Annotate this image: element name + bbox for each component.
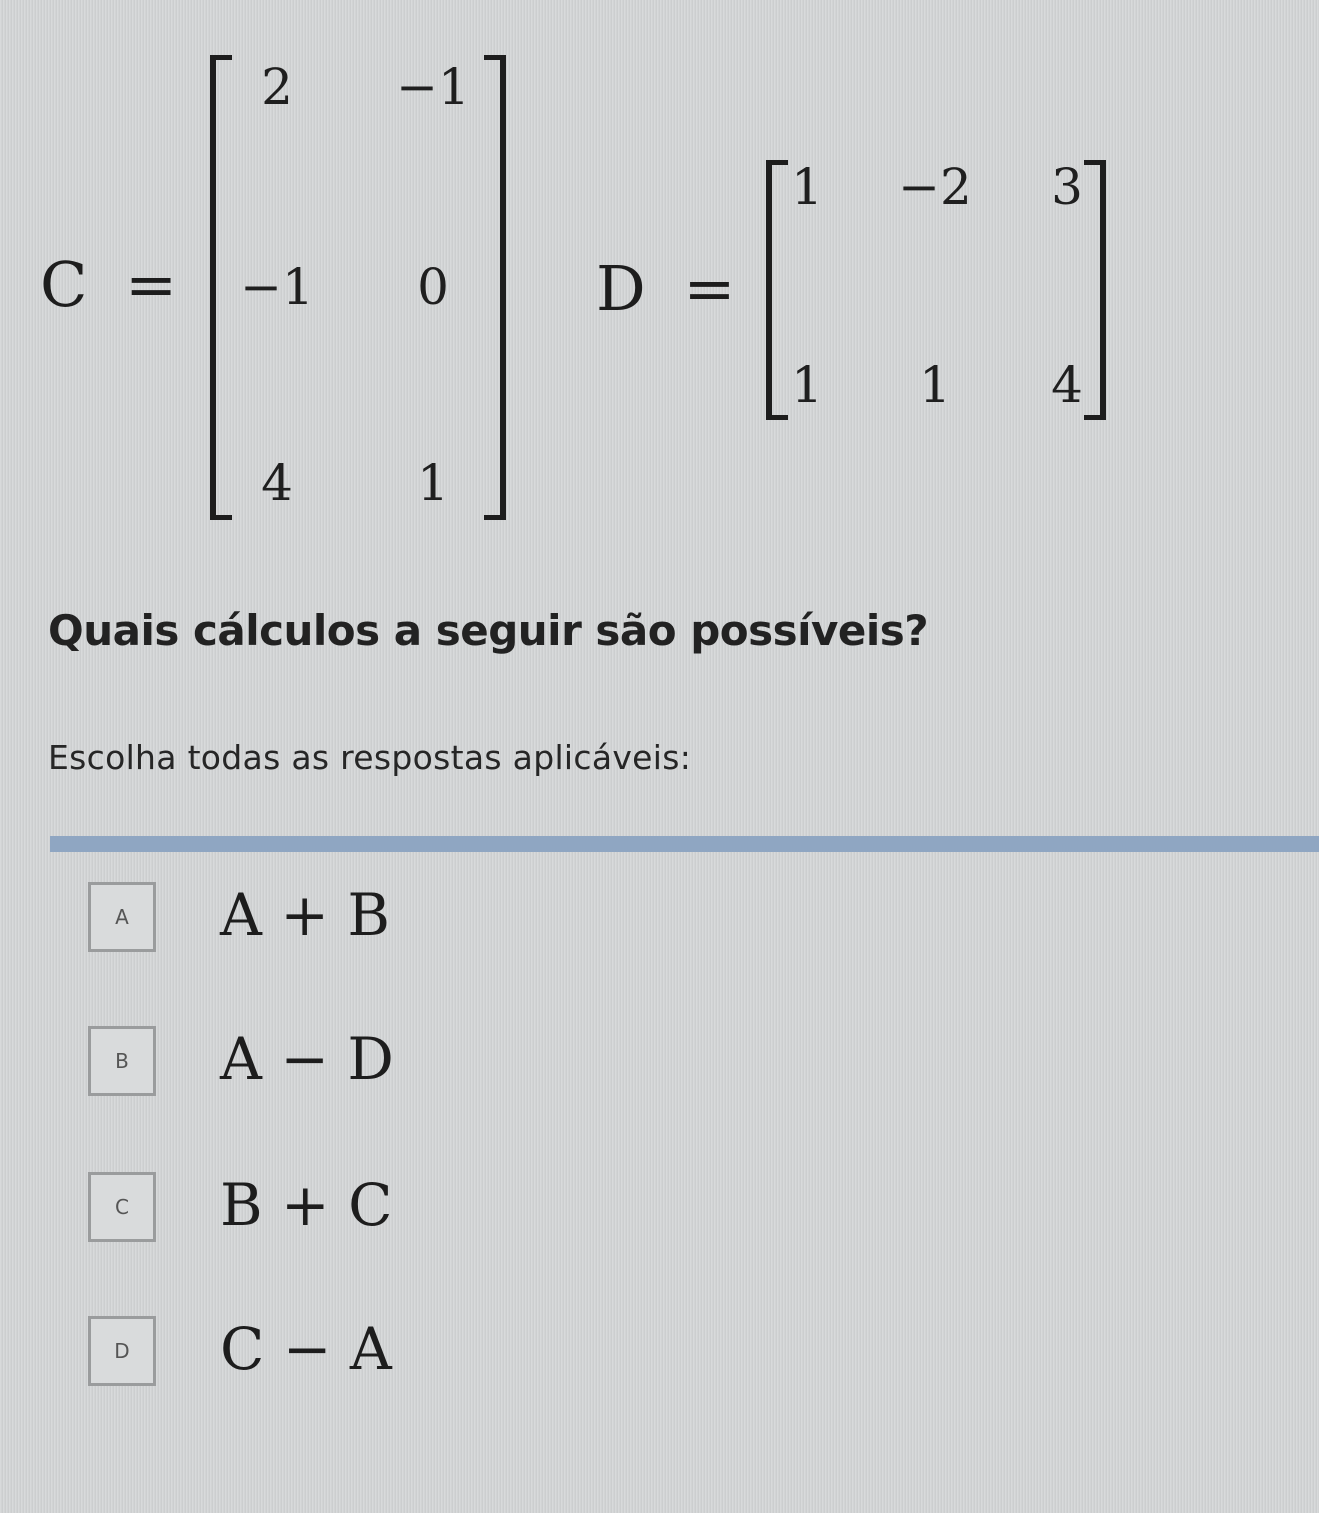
option-b-checkbox[interactable]	[88, 1026, 156, 1096]
matrix-d-name: D	[596, 252, 646, 325]
matrix-d-cell: 3	[1051, 158, 1083, 216]
matrix-c-equals: =	[125, 248, 178, 321]
option-b-letter: B	[115, 1049, 129, 1073]
matrix-c-name: C	[40, 248, 88, 321]
matrix-d-label	[596, 252, 736, 325]
option-c-letter: C	[115, 1195, 129, 1219]
matrix-d-cell: 1	[919, 356, 951, 414]
option-b[interactable]	[88, 1026, 788, 1108]
matrix-c-label	[40, 248, 178, 321]
matrix-c-cell: −1	[396, 58, 470, 116]
option-a-letter: A	[115, 905, 129, 929]
instruction-text: Escolha todas as respostas aplicáveis:	[48, 738, 692, 777]
matrix-d-equals: =	[683, 252, 736, 325]
option-a[interactable]	[88, 882, 788, 964]
option-a-checkbox[interactable]	[88, 882, 156, 952]
option-b-expression[interactable]: A − D	[220, 1025, 394, 1093]
question-text: Quais cálculos a seguir são possíveis?	[48, 606, 929, 655]
option-d-checkbox[interactable]	[88, 1316, 156, 1386]
option-c-checkbox[interactable]	[88, 1172, 156, 1242]
matrix-d-cell: 4	[1051, 356, 1083, 414]
matrix-d-cell: −2	[898, 158, 972, 216]
option-d-letter: D	[114, 1339, 130, 1363]
matrix-d-cell: 1	[791, 356, 823, 414]
matrix-c-cell: −1	[240, 258, 314, 316]
divider	[50, 836, 1319, 852]
matrix-c-cell: 2	[261, 58, 293, 116]
matrix-c-cell: 0	[417, 258, 449, 316]
option-c-expression[interactable]: B + C	[220, 1171, 393, 1239]
matrix-d-cell: 1	[791, 158, 823, 216]
option-d-expression[interactable]: C − A	[220, 1315, 392, 1383]
matrix-c-cell: 4	[261, 454, 293, 512]
option-c[interactable]	[88, 1172, 788, 1254]
option-d[interactable]	[88, 1316, 788, 1398]
matrix-c-cell: 1	[417, 454, 449, 512]
option-a-expression[interactable]: A + B	[220, 881, 390, 949]
